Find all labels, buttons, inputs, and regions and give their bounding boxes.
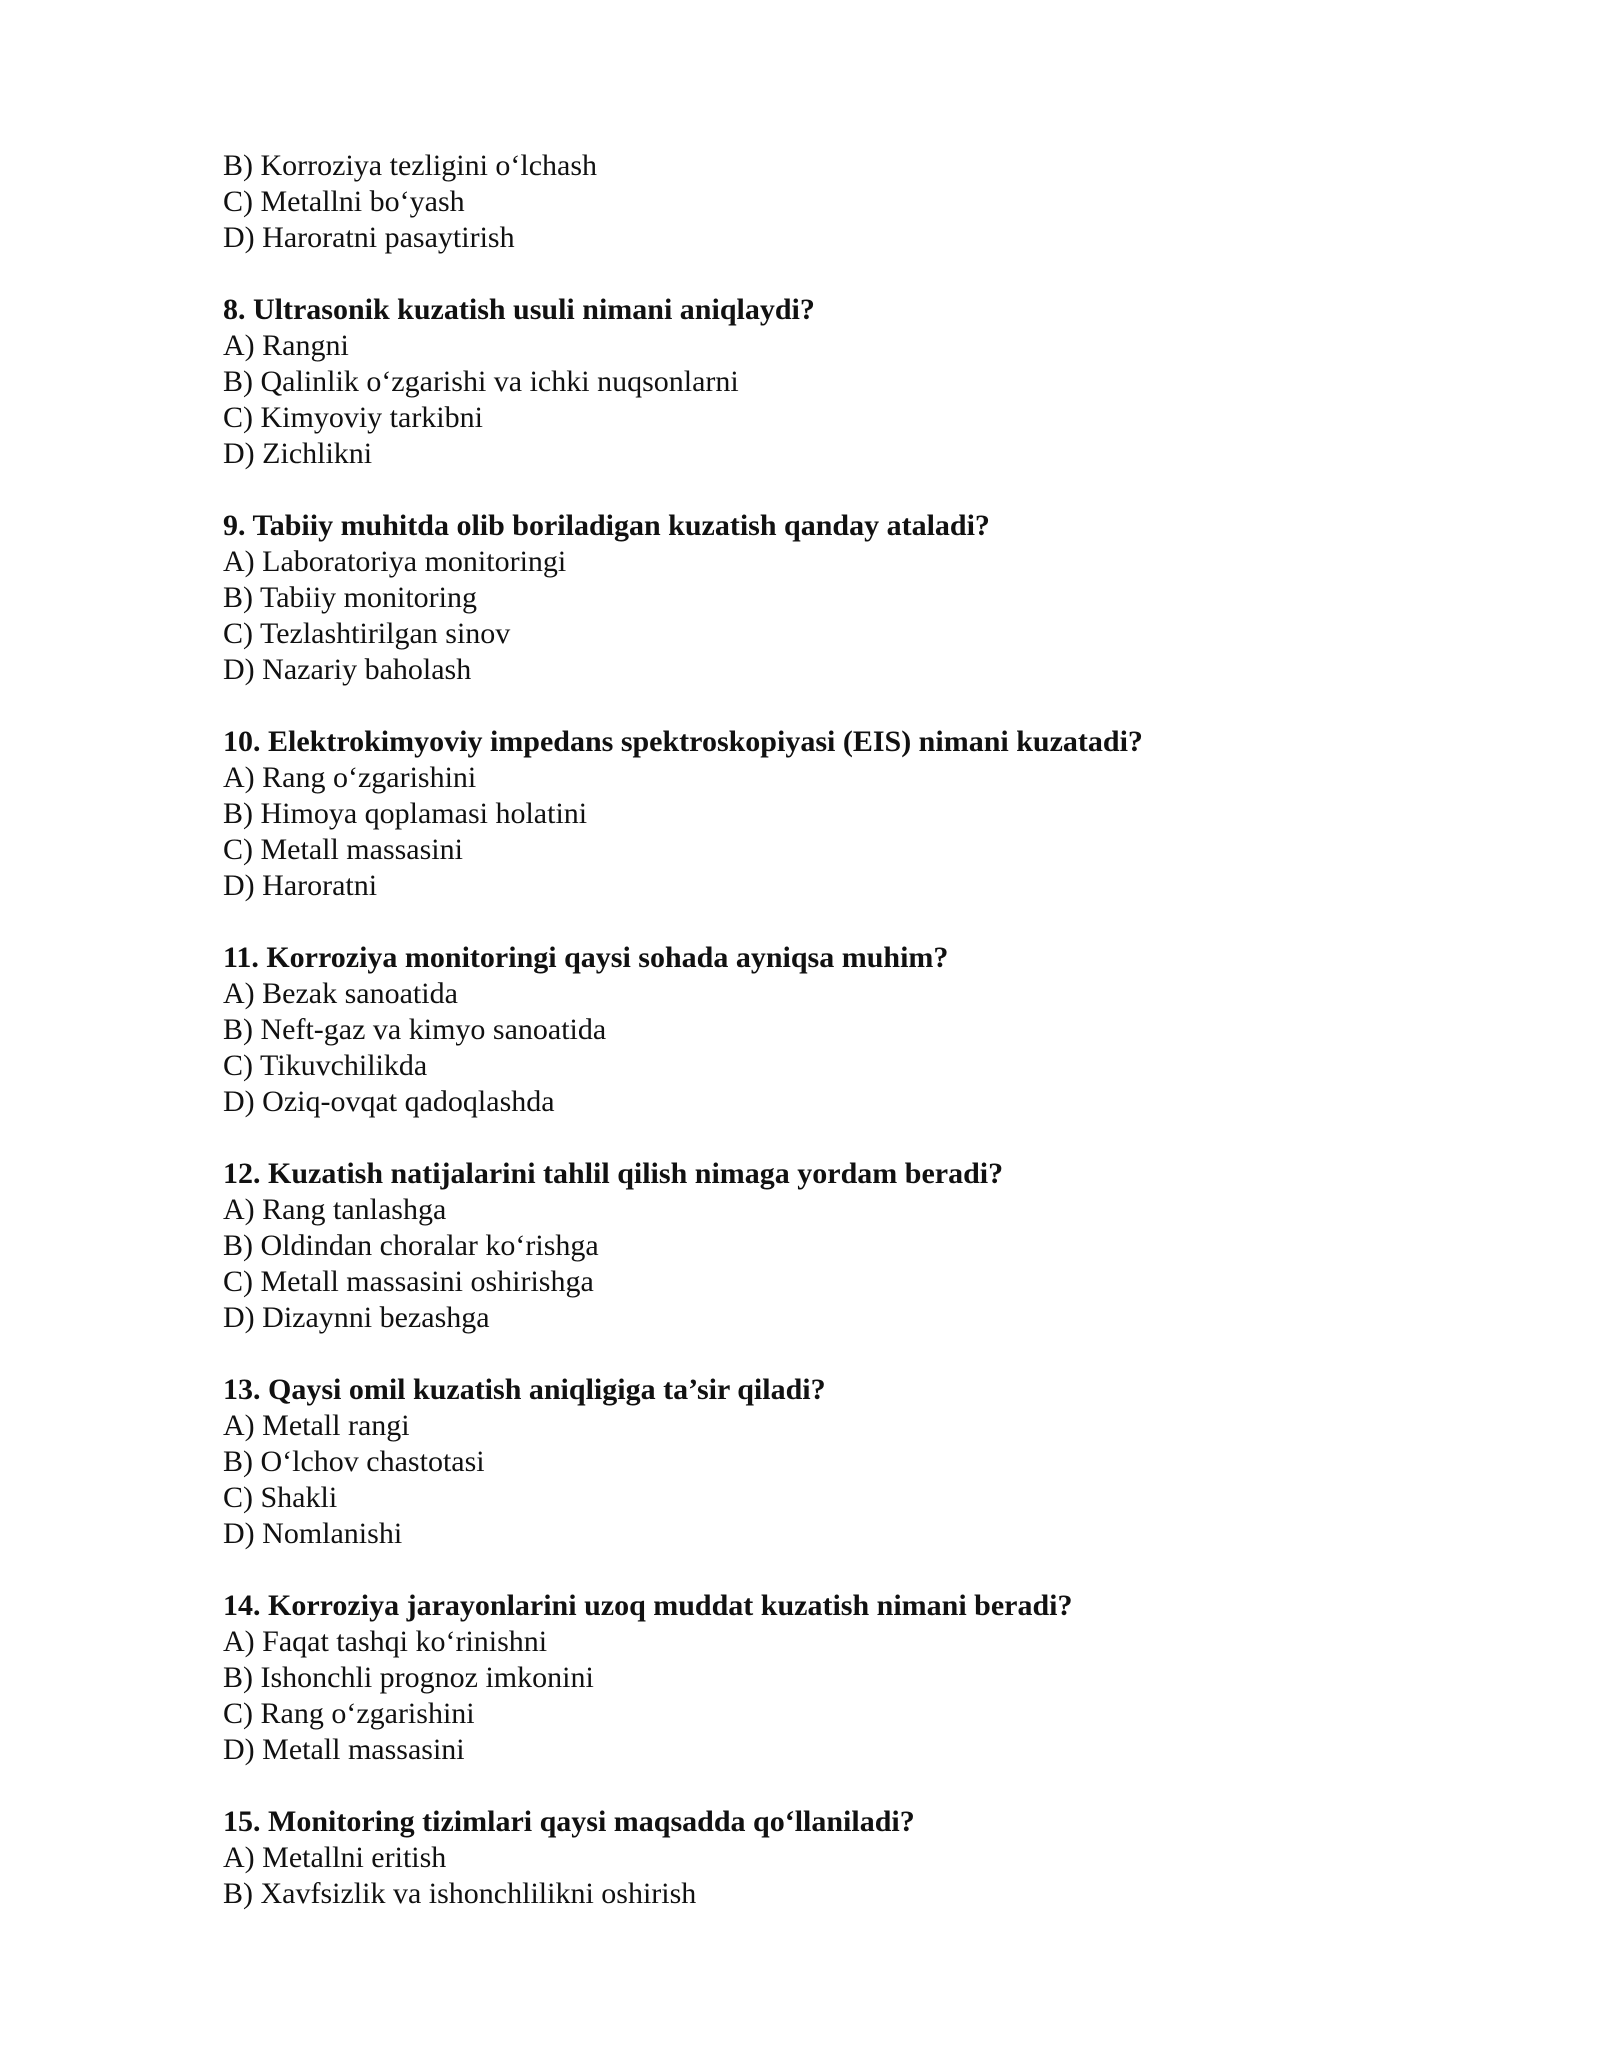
answer-option: D) Haroratni (223, 869, 378, 902)
answer-option: A) Rang tanlashga (223, 1193, 447, 1226)
question-14 (223, 1588, 1473, 1768)
top-options (223, 148, 1473, 256)
answer-option: C) Tikuvchilikda (223, 1049, 428, 1082)
question-10 (223, 724, 1473, 904)
answer-option: A) Metallni eritish (223, 1841, 447, 1874)
question-12 (223, 1156, 1473, 1336)
answer-option: B) Ishonchli prognoz imkonini (223, 1661, 594, 1694)
question-8 (223, 292, 1473, 472)
answer-option: A) Faqat tashqi ko‘rinishni (223, 1625, 548, 1658)
document-page (223, 148, 1473, 1912)
answer-option: A) Bezak sanoatida (223, 977, 458, 1010)
answer-option: A) Rang o‘zgarishini (223, 761, 477, 794)
answer-option: D) Nomlanishi (223, 1517, 403, 1550)
answer-option: C) Metall massasini oshirishga (223, 1265, 594, 1298)
question-title: 15. Monitoring tizimlari qaysi maqsadda qo‘llaniladi? (223, 1805, 915, 1838)
answer-option: B) Neft-gaz va kimyo sanoatida (223, 1013, 607, 1046)
question-title: 11. Korroziya monitoringi qaysi sohada ayniqsa muhim? (223, 941, 949, 974)
answer-option: D) Dizaynni bezashga (223, 1301, 490, 1334)
answer-option: A) Rangni (223, 329, 349, 362)
question-15 (223, 1804, 1473, 1912)
question-title: 13. Qaysi omil kuzatish aniqligiga ta’sir qiladi? (223, 1373, 826, 1406)
answer-option: B) Himoya qoplamasi holatini (223, 797, 588, 830)
answer-option: D) Oziq-ovqat qadoqlashda (223, 1085, 555, 1118)
question-title: 8. Ultrasonik kuzatish usuli nimani aniqlaydi? (223, 293, 815, 326)
answer-option: D) Nazariy baholash (223, 653, 472, 686)
answer-option: B) Korroziya tezligini o‘lchash (223, 149, 598, 182)
answer-option: B) Tabiiy monitoring (223, 581, 478, 614)
answer-option: A) Laboratoriya monitoringi (223, 545, 567, 578)
answer-option: D) Haroratni pasaytirish (223, 221, 515, 254)
answer-option: C) Tezlashtirilgan sinov (223, 617, 511, 650)
answer-option: A) Metall rangi (223, 1409, 410, 1442)
question-title: 9. Tabiiy muhitda olib boriladigan kuzatish qanday ataladi? (223, 509, 990, 542)
answer-option: D) Zichlikni (223, 437, 373, 470)
question-title: 10. Elektrokimyoviy impedans spektroskopiyasi (EIS) nimani kuzatadi? (223, 725, 1143, 758)
question-13 (223, 1372, 1473, 1552)
question-title: 12. Kuzatish natijalarini tahlil qilish nimaga yordam beradi? (223, 1157, 1004, 1190)
answer-option: B) O‘lchov chastotasi (223, 1445, 485, 1478)
answer-option: B) Qalinlik o‘zgarishi va ichki nuqsonlarni (223, 365, 739, 398)
answer-option: D) Metall massasini (223, 1733, 465, 1766)
answer-option: C) Metall massasini (223, 833, 463, 866)
question-title: 14. Korroziya jarayonlarini uzoq muddat kuzatish nimani beradi? (223, 1589, 1073, 1622)
answer-option: B) Xavfsizlik va ishonchlilikni oshirish (223, 1877, 697, 1910)
answer-option: C) Shakli (223, 1481, 338, 1514)
answer-option: C) Rang o‘zgarishini (223, 1697, 475, 1730)
answer-option: B) Oldindan choralar ko‘rishga (223, 1229, 599, 1262)
question-11 (223, 940, 1473, 1120)
question-9 (223, 508, 1473, 688)
answer-option: C) Metallni bo‘yash (223, 185, 465, 218)
answer-option: C) Kimyoviy tarkibni (223, 401, 483, 434)
